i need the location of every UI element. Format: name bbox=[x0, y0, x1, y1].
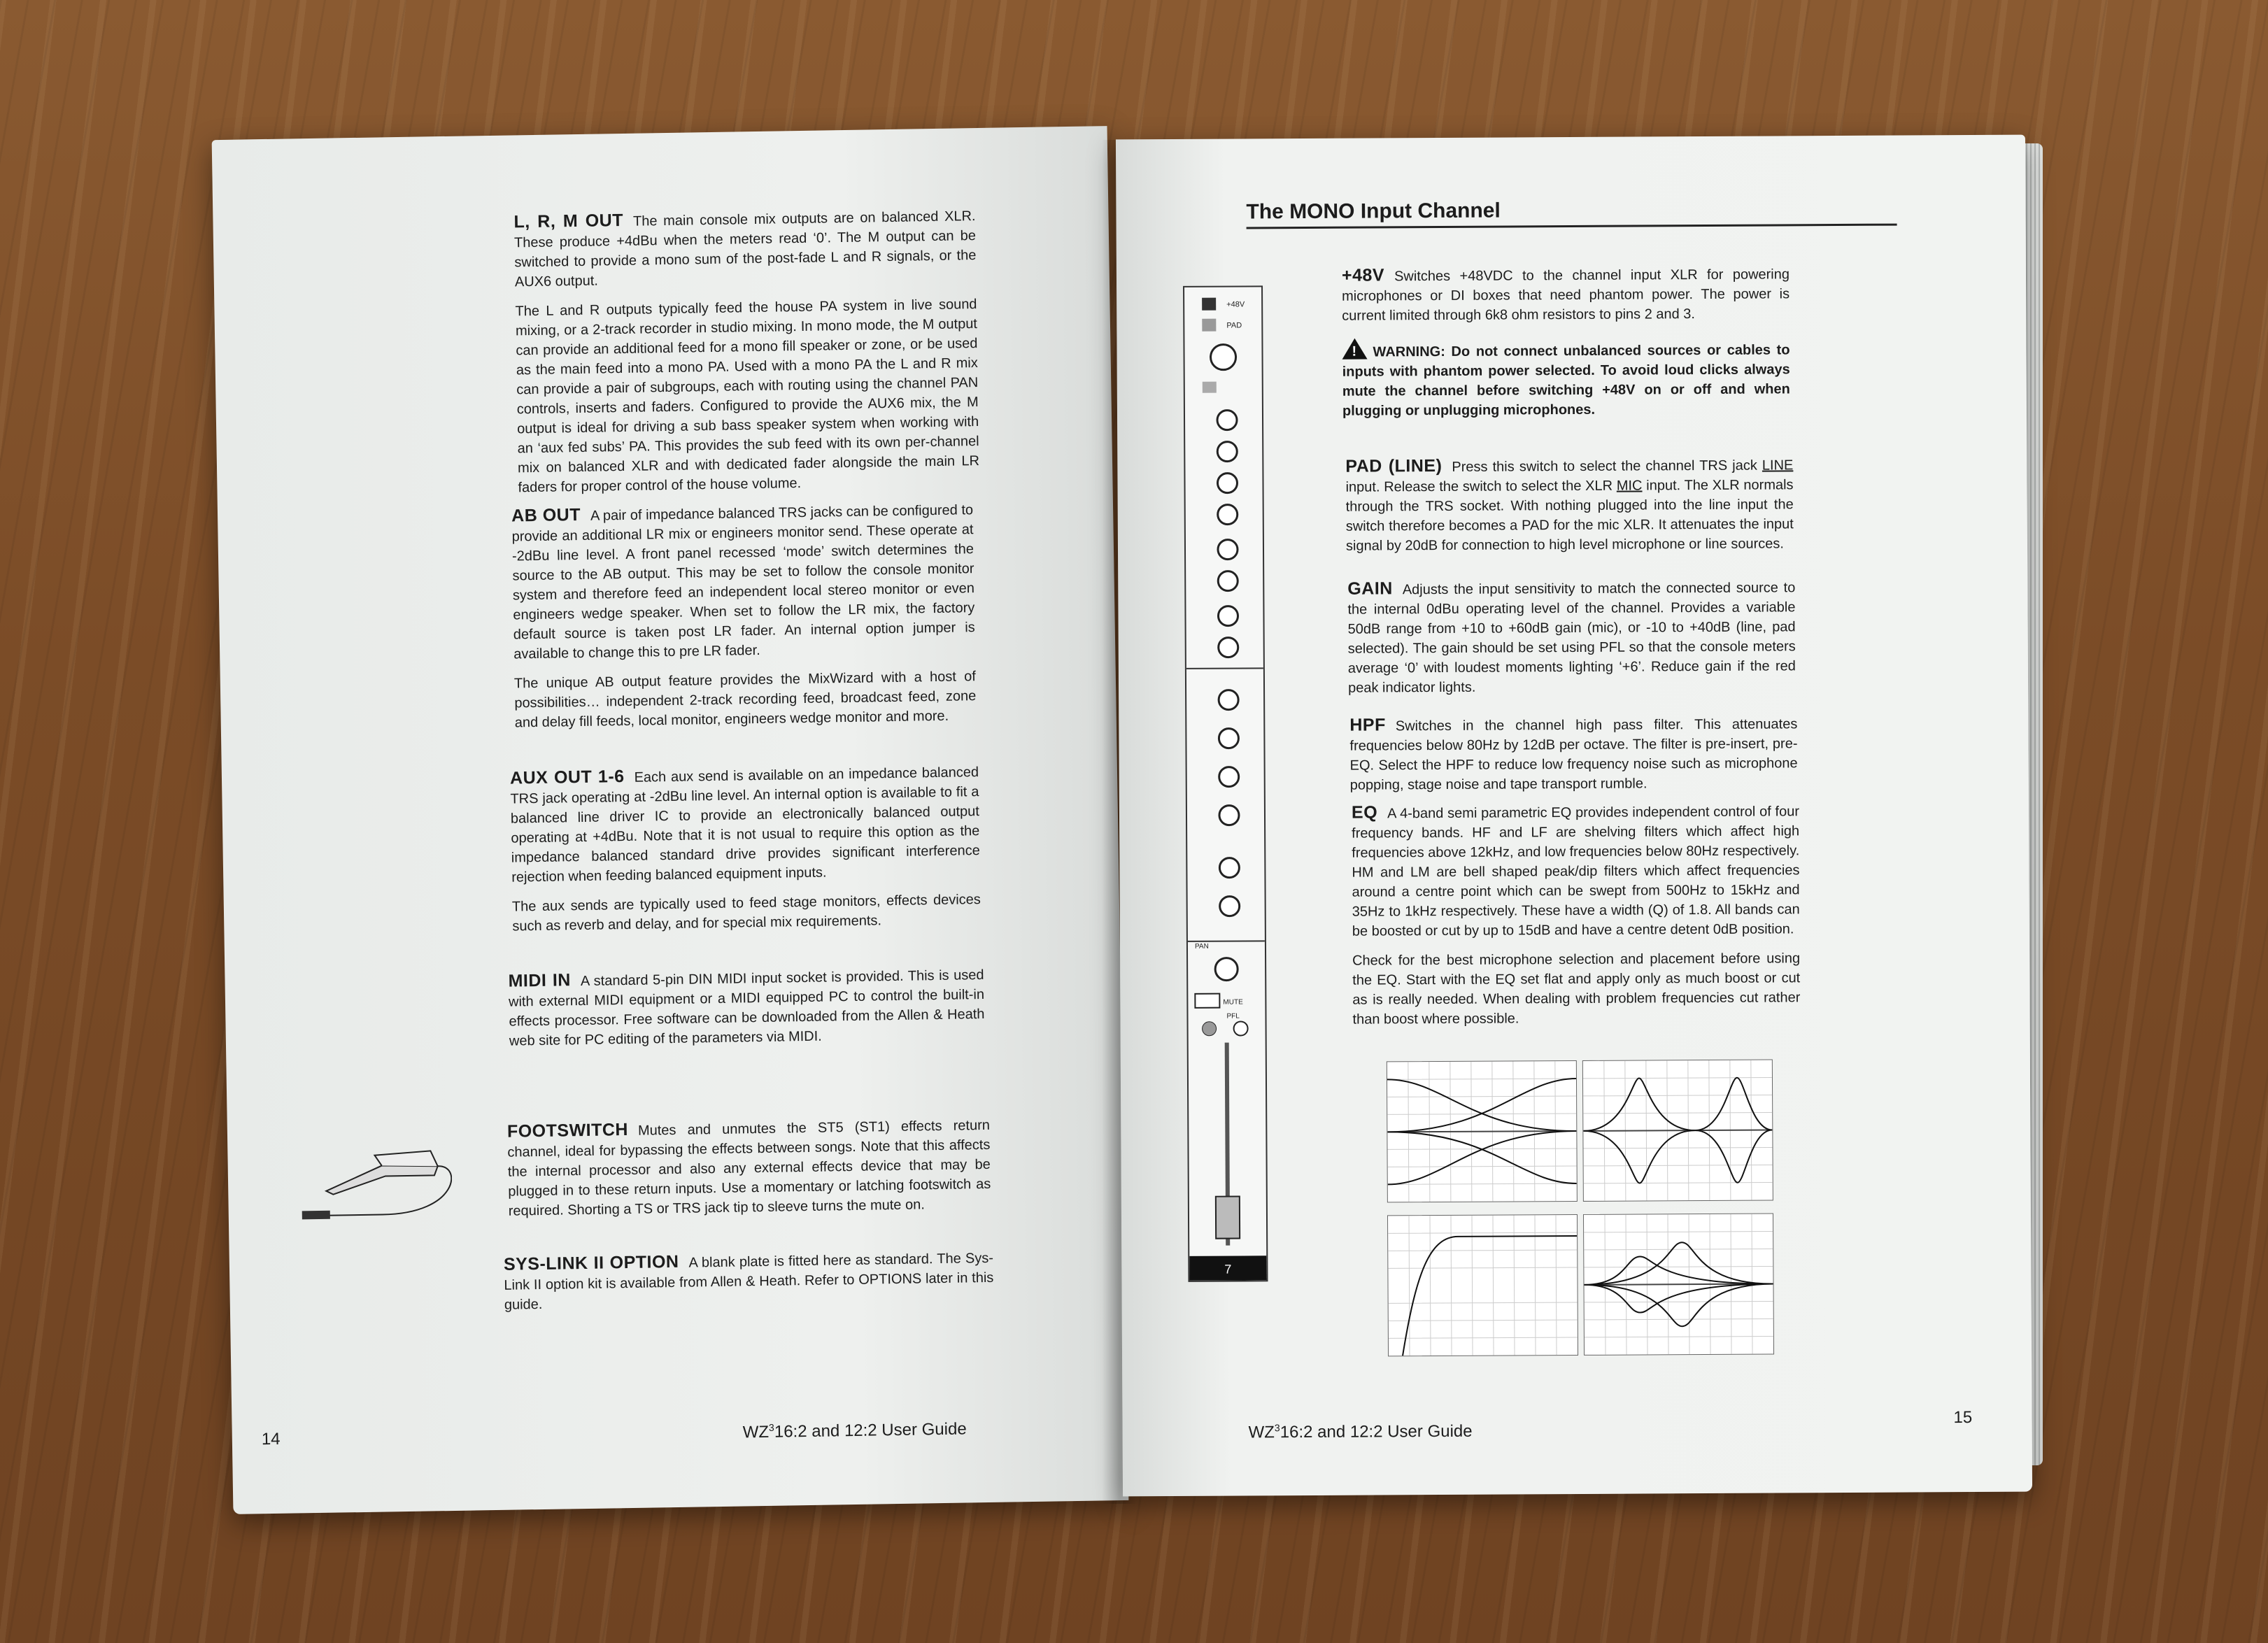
section-heading: EQ bbox=[1351, 802, 1378, 823]
section-gain bbox=[1347, 576, 1796, 707]
strip-48v-label: +48V bbox=[1226, 300, 1245, 309]
section-48v bbox=[1342, 263, 1790, 430]
section-heading: L, R, M OUT bbox=[513, 210, 624, 232]
guide-superscript: 3 bbox=[1274, 1422, 1280, 1434]
section-ab-out bbox=[511, 499, 977, 742]
section-heading: AB OUT bbox=[511, 504, 581, 526]
strip-pfl-label: PFL bbox=[1226, 1012, 1240, 1020]
guide-prefix: WZ bbox=[1248, 1423, 1275, 1442]
section-text: The aux sends are typically used to feed stage monitors, effects devices such as reverb and delay, and for special mix requirements. bbox=[511, 892, 981, 934]
warning-text: WARNING: Do not connect unbalanced sources or cables to inputs with phantom power selected. To avoid loud clicks always mute the channel before switching +48V on or off and when plugging or unplugging microphones. bbox=[1342, 342, 1790, 419]
guide-footer bbox=[1249, 1421, 1473, 1443]
section-text: LINE bbox=[1762, 457, 1794, 474]
section-heading: AUX OUT 1-6 bbox=[509, 767, 625, 788]
section-text: Each aux send is available on an impedance balanced TRS jack operating at -2dBu line level. An internal option is available to fit a balanced line driver IC to provide an electronically balanced output operating at +4dBu. Note that it is not usual to require this option as the impedance balanced standard drive provides significant interference rejection when feeding balanced equipment inputs. bbox=[510, 764, 980, 885]
guide-superscript: 3 bbox=[768, 1421, 774, 1433]
eq-graph-sweep bbox=[1583, 1214, 1774, 1356]
left-page bbox=[212, 126, 1129, 1514]
section-text: A blank plate is fitted here as standard. The Sys-Link II option kit is available from Allen & Heath. Refer to OPTIONS later in this guide. bbox=[504, 1250, 994, 1313]
section-text: Adjusts the input sensitivity to match the connected source to the internal 0dBu operating level of the channel. Provides a variable 50dB range from +10 to +60dB gain (mic), or -10 to +40dB (line, pad selected). The gain should be set using PFL so that the console meters average ‘0’ with loudest moments lighting ‘+6’. Reduce gain if the red peak indicator lights. bbox=[1347, 580, 1796, 696]
section-text: Check for the best microphone selection and placement before using the EQ. Start with the EQ set flat and apply only as much boost or cut as is really needed. When dealing with problem frequencies cut rather than boost where possible. bbox=[1352, 951, 1801, 1027]
section-text: The L and R outputs typically feed the house PA system in live sound mixing, or a 2-track recorder in studio mixing. In mono mode, the M output can provide an additional feed for a mono fill speaker or zone, or be used as the main feed into a mono PA. Used with a mono PA the L and R mix can provide a pair of subgroups, each with routing using the channel PAN controls, inserts and faders. Configured to provide the AUX6 mix, the M output is ideal for driving a sub bass speaker system when working with an ‘aux fed subs’ PA. This provides the sub feed with its own per-channel mix on balanced XLR and with dedicated fader alongside the main LR faders for proper control of the house volume. bbox=[515, 297, 980, 496]
section-text: The main console mix outputs are on balanced XLR. These produce +4dBu when the meters read ‘0’. The M output can be switched to provide a mono sum of the post-fade L and R signals, or the AUX6 output. bbox=[513, 208, 977, 290]
section-text: Press this switch to select the channel TRS jack bbox=[1452, 457, 1762, 475]
section-eq bbox=[1352, 800, 1801, 1039]
page-number: 15 bbox=[1953, 1408, 1973, 1428]
section-lrm-out bbox=[513, 205, 980, 507]
section-text: A standard 5-pin DIN MIDI input socket is provided. This is used with external MIDI equipment or a MIDI equipped PC to control the built-in effects processor. Free software can be downloaded from the Allen & Heath web site for PC editing of the parameters via MIDI. bbox=[508, 967, 985, 1049]
eq-graph-hpf bbox=[1387, 1214, 1578, 1356]
eq-graph-peak bbox=[1582, 1060, 1773, 1202]
section-midi-in bbox=[508, 964, 985, 1061]
page-number: 14 bbox=[261, 1429, 281, 1449]
section-text: A pair of impedance balanced TRS jacks can be configured to provide an additional LR mix or engineers monitor send. These operate at -2dBu line level. A front panel recessed ‘mode’ switch determines the source to the AB output. This may be set to follow the console monitor system and therefore feed an independent local stereo monitor or even engineers wedge speaker. When set to follow the LR mix, the factory default source is taken post LR fader. An internal option jumper is available to change this to pre LR fader. bbox=[511, 502, 975, 662]
eq-graph-shelving bbox=[1387, 1060, 1578, 1202]
footswitch-illustration bbox=[297, 1123, 453, 1223]
section-sys-link bbox=[504, 1247, 994, 1325]
page-title: The MONO Input Channel bbox=[1246, 197, 1897, 229]
strip-pad-label: PAD bbox=[1226, 321, 1242, 330]
section-pad bbox=[1345, 454, 1794, 565]
section-heading: GAIN bbox=[1347, 578, 1393, 599]
section-aux-out bbox=[510, 761, 981, 946]
section-heading: FOOTSWITCH bbox=[506, 1119, 629, 1141]
section-text: A 4-band semi parametric EQ provides independent control of four frequency bands. HF and LF are shelving filters which affect high frequencies above 12kHz, and low frequencies below 80Hz respectively. HM and LM are bell shaped peak/dip filters which affect frequencies around a centre point which can be swept from 500Hz to 15kHz and 35Hz to 1kHz respectively. These have a width (Q) of 1.8. All bands can be boosted or cut by up to 15dB and have a centre detent 0dB position. bbox=[1352, 804, 1800, 939]
channel-number: 7 bbox=[1224, 1262, 1232, 1276]
section-text: MIC bbox=[1616, 478, 1643, 494]
section-text: The unique AB output feature provides the MixWizard with a host of possibilities… independent 2-track recording feed, broadcast feed, zone and delay fill feeds, local monitor, engineers wedge monitor and more. bbox=[513, 669, 977, 731]
strip-mute-label: MUTE bbox=[1223, 998, 1243, 1007]
strip-pan-label: PAN bbox=[1194, 942, 1209, 951]
section-text: Switches in the channel high pass filter. This attenuates frequencies below 80Hz by 12dB per octave. The filter is pre-insert, pre-EQ. Select the HPF to reduce low frequency noise such as microphone popping, stage noise and tape transport rumble. bbox=[1349, 716, 1798, 793]
right-page bbox=[1116, 135, 2032, 1497]
section-heading: +48V bbox=[1341, 265, 1385, 285]
section-heading: PAD (LINE) bbox=[1345, 455, 1443, 476]
section-hpf bbox=[1349, 713, 1798, 804]
guide-prefix: WZ bbox=[742, 1422, 770, 1442]
section-heading: MIDI IN bbox=[508, 970, 572, 991]
channel-strip-illustration bbox=[1183, 285, 1268, 1282]
section-text: Switches +48VDC to the channel input XLR for powering microphones or DI boxes that need phantom power. The power is current limited through 6k8 ohm resistors to pins 2 and 3. bbox=[1342, 266, 1790, 324]
section-footswitch bbox=[507, 1114, 991, 1231]
section-text: Mutes and unmutes the ST5 (ST1) effects return channel, ideal for bypassing the effects between songs. Note that this affects the internal processor and also any external effects device that may be plugged in to these return inputs. Use a momentary or latching footswitch as required. Shorting a TS or TRS jack tip to sleeve turns the mute on. bbox=[507, 1117, 991, 1219]
section-text: input. The XLR normals through the TRS socket. With nothing plugged into the line input the switch therefore becomes a PAD for the mic XLR. It attenuates the input signal by 20dB for connection to high level microphone or line sources. bbox=[1345, 477, 1794, 554]
guide-suffix: 16:2 and 12:2 User Guide bbox=[1280, 1421, 1473, 1442]
warning-icon bbox=[1342, 339, 1367, 360]
guide-footer bbox=[743, 1418, 967, 1442]
section-heading: SYS-LINK II OPTION bbox=[503, 1251, 679, 1274]
section-heading: HPF bbox=[1349, 715, 1386, 735]
guide-suffix: 16:2 and 12:2 User Guide bbox=[774, 1419, 967, 1442]
section-text: input. Release the switch to select the XLR bbox=[1345, 478, 1617, 495]
